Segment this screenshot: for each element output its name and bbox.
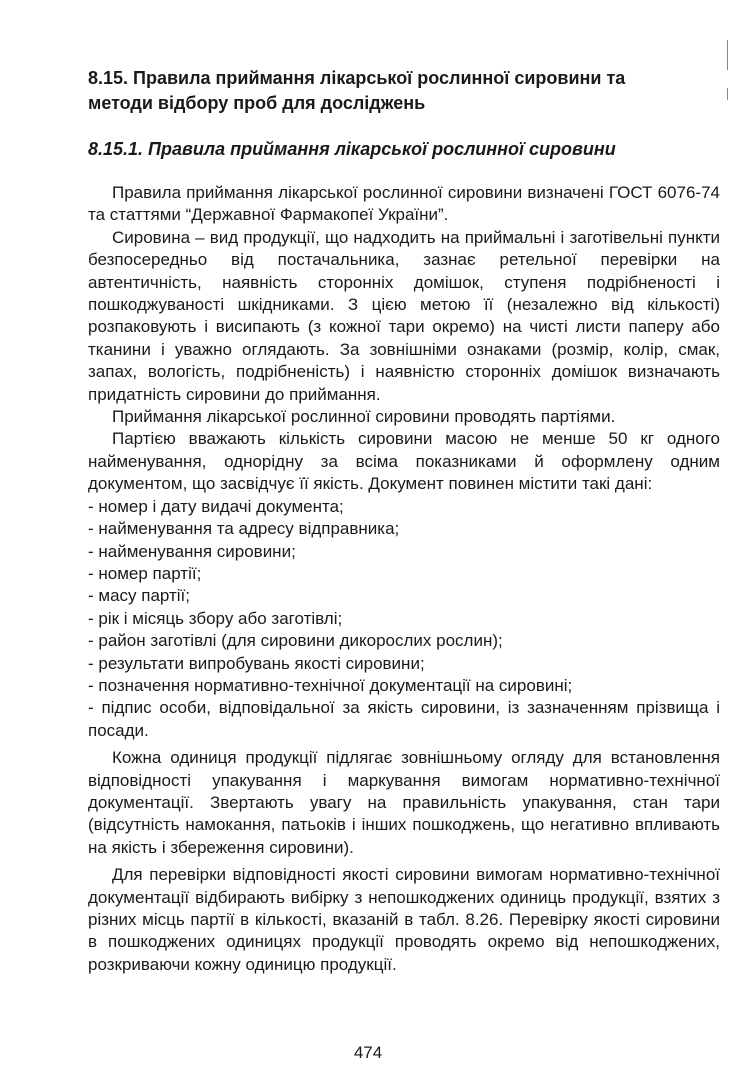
section-title: 8.15. Правила приймання лікарської рослинної сировини та методи відбору проб для досліджень — [88, 68, 626, 113]
list-item: - рік і місяць збору або заготівлі; — [88, 608, 343, 628]
list-item: - масу партії; — [88, 586, 190, 606]
page-number: 474 — [353, 1043, 383, 1062]
list-item: - позначення нормативно-технічної документації на сировині; — [88, 675, 573, 695]
document-fields-list — [88, 496, 720, 742]
list-item: - найменування сировини; — [88, 541, 296, 561]
paragraph: Кожна одиниця продукції підлягає зовнішньому огляду для встановлення відповідності упакування і маркування вимогам нормативно-технічної документації. Звертають увагу на правильність упакування, стан тари (відсутність намокання, патьоків і інших пошкоджень, що негативно впливають на якість і збереження сировини). — [88, 748, 720, 857]
paragraph: Приймання лікарської рослинної сировини проводять партіями. — [112, 407, 616, 427]
paragraph: Для перевірки відповідності якості сировини вимогам нормативно-технічної документації відбирають вибірку з непошкоджених одиниць продукції, взятих з різних місць партії в кількості, вказаній в табл. 8.26. Перевірку якості сировини в пошкоджених одиницях продукції проводять окремо від непошкоджених, розкриваючи кожну одиницю продукції. — [88, 865, 720, 974]
list-item: - номер і дату видачі документа; — [88, 496, 344, 516]
list-item: - результати випробувань якості сировини; — [88, 653, 425, 673]
paragraph: Партією вважають кількість сировини масою не менше 50 кг одного найменування, однорідну за всіма показниками й оформлену одним документом, що засвідчує її якість. Документ повинен містити такі дані: — [88, 429, 720, 494]
scan-margin-mark — [727, 40, 728, 70]
paragraph: Сировина – вид продукції, що надходить на приймальні і заготівельні пункти безпосередньо від постачальника, зазнає ретельної перевірки на автентичність, наявність сторонніх домішок, ступеня подрібненості і пошкоджуваності шкідниками. З цією метою її (незалежно від кількості) розпаковують і висипають (з кожної тари окремо) на чисті листи паперу або тканини і уважно оглядають. За зовнішніми ознаками (розмір, колір, смак, запах, вологість, подрібненість) і наявністю сторонніх домішок визначають придатність сировини до приймання. — [88, 227, 720, 404]
paragraph: Правила приймання лікарської рослинної сировини визначені ГОСТ 6076-74 та статтями “Державної Фармакопеї України”. — [88, 183, 720, 225]
list-item: - найменування та адресу відправника; — [88, 519, 400, 539]
list-item: - номер партії; — [88, 563, 202, 583]
body-text — [88, 182, 720, 976]
scan-margin-mark — [727, 88, 728, 100]
list-item: - підпис особи, відповідальної за якість сировини, із зазначенням прізвища і посади. — [88, 698, 720, 740]
subsection-title: 8.15.1. Правила приймання лікарської рослинної сировини — [88, 139, 616, 159]
list-item: - район заготівлі (для сировини дикорослих рослин); — [88, 631, 503, 651]
